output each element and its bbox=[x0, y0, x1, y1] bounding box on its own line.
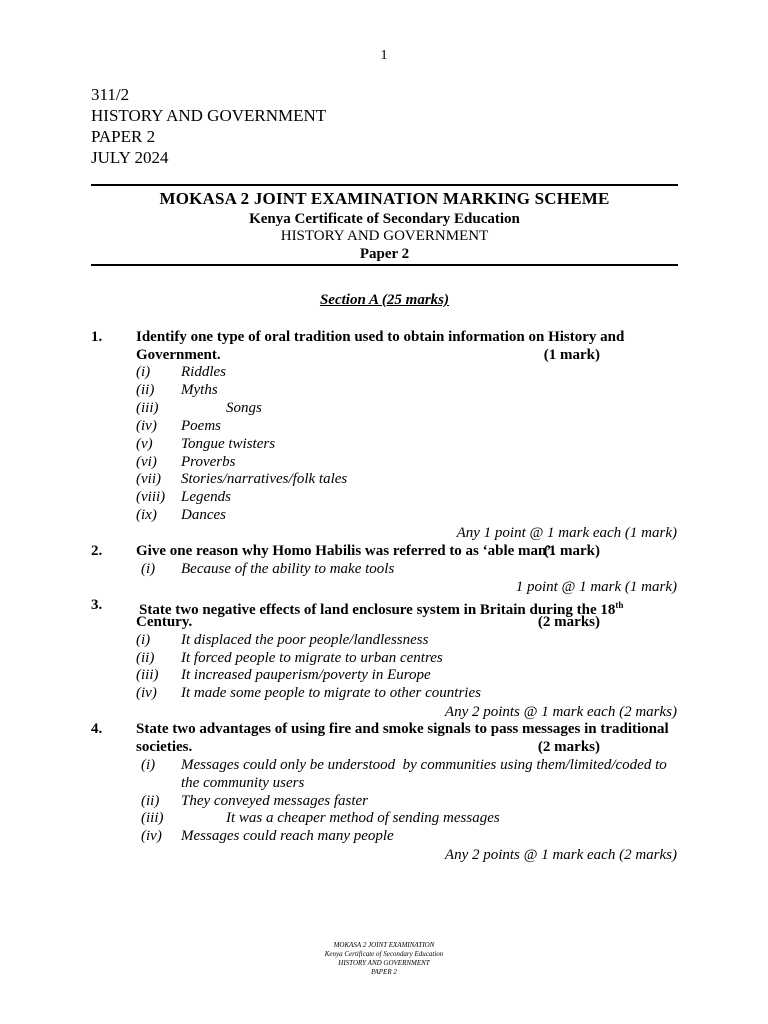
question-number: 1. bbox=[91, 329, 103, 345]
page-footer bbox=[0, 941, 768, 977]
answer-text: Messages could only be understood by communities using them/limited/coded to bbox=[181, 757, 667, 773]
answer-numeral: (i) bbox=[141, 561, 156, 577]
answer-numeral: (i) bbox=[136, 632, 151, 648]
marking-note: Any 1 point @ 1 mark each (1 mark) bbox=[456, 525, 677, 541]
footer-line: HISTORY AND GOVERNMENT bbox=[338, 959, 430, 967]
header-paper: PAPER 2 bbox=[91, 127, 156, 146]
answer-numeral: (ii) bbox=[136, 650, 155, 666]
answer-numeral: (vii) bbox=[136, 471, 161, 487]
answer-text: Stories/narratives/folk tales bbox=[181, 471, 348, 487]
answer-numeral: (ii) bbox=[141, 793, 160, 809]
question-text: Government. bbox=[136, 347, 221, 363]
footer-line: MOKASA 2 JOINT EXAMINATION bbox=[333, 941, 435, 949]
answer-text: It increased pauperism/poverty in Europe bbox=[181, 667, 431, 683]
marking-note: Any 2 points @ 1 mark each (2 marks) bbox=[444, 847, 677, 863]
footer-line: PAPER 2 bbox=[371, 968, 397, 976]
marking-note: Any 2 points @ 1 mark each (2 marks) bbox=[444, 704, 677, 720]
question-marks: (1 mark) bbox=[543, 347, 600, 363]
question-text-main: State two negative effects of land enclosure system in Britain during the 18 bbox=[139, 602, 616, 618]
answer-text: It was a cheaper method of sending messages bbox=[226, 810, 500, 826]
answer-numeral: (iii) bbox=[136, 400, 159, 416]
answer-numeral: (i) bbox=[136, 364, 151, 380]
answer-numeral: (iii) bbox=[141, 810, 164, 826]
question-text: societies. bbox=[136, 739, 193, 755]
answer-numeral: (iv) bbox=[141, 828, 162, 844]
answer-numeral: (ii) bbox=[136, 382, 155, 398]
answer-text: It forced people to migrate to urban centres bbox=[181, 650, 443, 666]
answer-text: Messages could reach many people bbox=[181, 828, 394, 844]
answer-text: Myths bbox=[181, 382, 218, 398]
paper-title: Paper 2 bbox=[359, 246, 410, 262]
question-text: Give one reason why Homo Habilis was referred to as ‘able man’. bbox=[136, 543, 556, 559]
bottom-rule bbox=[91, 264, 678, 266]
answer-text: They conveyed messages faster bbox=[181, 793, 369, 809]
certificate-title: Kenya Certificate of Secondary Education bbox=[249, 211, 520, 227]
top-rule bbox=[91, 184, 678, 186]
answer-numeral: (vi) bbox=[136, 454, 157, 470]
question-text: Identify one type of oral tradition used to obtain information on History and bbox=[136, 329, 625, 345]
question-marks: (2 marks) bbox=[537, 614, 600, 630]
answer-text: Tongue twisters bbox=[181, 436, 276, 452]
question-text: Century. bbox=[136, 614, 193, 630]
footer-line: Kenya Certificate of Secondary Education bbox=[324, 950, 444, 958]
answer-numeral: (iv) bbox=[136, 418, 157, 434]
answer-numeral: (iv) bbox=[136, 685, 157, 701]
answer-numeral: (v) bbox=[136, 436, 153, 452]
ordinal-suffix: th bbox=[615, 600, 624, 610]
answer-numeral: (i) bbox=[141, 757, 156, 773]
answer-text: Legends bbox=[181, 489, 231, 505]
answer-text: Proverbs bbox=[181, 454, 236, 470]
question-number: 4. bbox=[91, 721, 103, 737]
answer-text: It displaced the poor people/landlessness bbox=[181, 632, 429, 648]
question-marks: (1 mark) bbox=[543, 543, 600, 559]
header-subject: HISTORY AND GOVERNMENT bbox=[91, 106, 327, 125]
answer-numeral: (viii) bbox=[136, 489, 166, 505]
question-number: 2. bbox=[91, 543, 103, 559]
page-number: 1 bbox=[380, 48, 388, 63]
scheme-title: MOKASA 2 JOINT EXAMINATION MARKING SCHEME bbox=[159, 189, 610, 208]
answer-numeral: (iii) bbox=[136, 667, 159, 683]
answer-text: Poems bbox=[181, 418, 221, 434]
paper-code: 311/2 bbox=[91, 85, 130, 104]
answer-numeral: (ix) bbox=[136, 507, 157, 523]
answer-text: Songs bbox=[226, 400, 262, 416]
answer-text: Dances bbox=[181, 507, 226, 523]
answer-text: Because of the ability to make tools bbox=[181, 561, 395, 577]
subject-title: HISTORY AND GOVERNMENT bbox=[280, 228, 489, 244]
question-text: State two advantages of using fire and smoke signals to pass messages in traditional bbox=[136, 721, 669, 737]
question-marks: (2 marks) bbox=[537, 739, 600, 755]
header-date: JULY 2024 bbox=[91, 148, 169, 167]
answer-text-continued: the community users bbox=[181, 775, 305, 791]
question-number: 3. bbox=[91, 597, 103, 613]
marking-note: 1 point @ 1 mark (1 mark) bbox=[515, 579, 677, 595]
section-heading: Section A (25 marks) bbox=[319, 292, 450, 308]
answer-text: Riddles bbox=[181, 364, 226, 380]
answer-text: It made some people to migrate to other countries bbox=[181, 685, 481, 701]
